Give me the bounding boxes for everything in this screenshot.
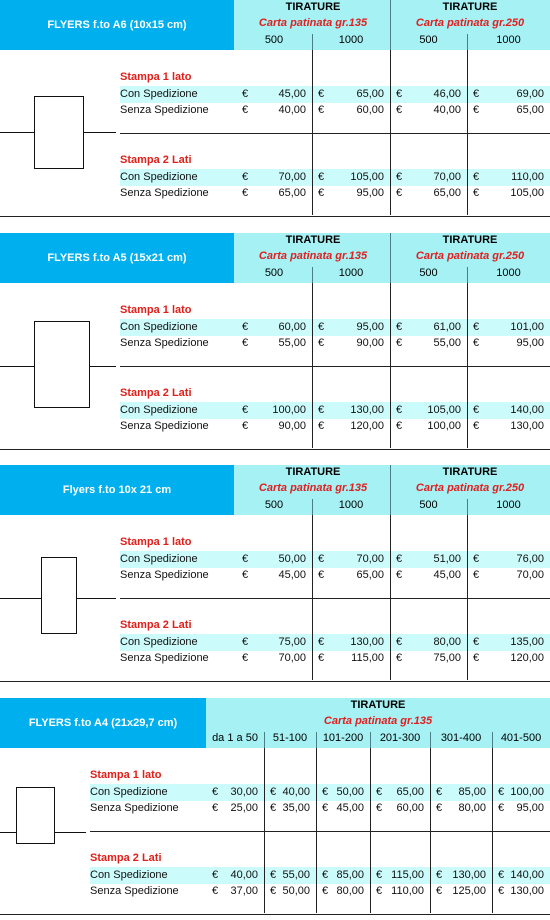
price-value: 60,00: [356, 104, 384, 116]
currency-symbol: €: [318, 652, 325, 664]
price-value: 85,00: [336, 869, 364, 881]
price-value: 95,00: [356, 187, 384, 199]
price-value: 37,00: [230, 885, 258, 897]
quantity-header: 1000: [496, 34, 521, 46]
price-value: 50,00: [336, 786, 364, 798]
price-value: 135,00: [510, 636, 544, 648]
currency-symbol: €: [318, 569, 325, 581]
sheet-leader-line: [55, 832, 86, 833]
currency-symbol: €: [318, 636, 325, 648]
quantity-header: da 1 a 50: [212, 732, 258, 744]
quantity-header: 1000: [338, 499, 364, 511]
price-value: 75,00: [278, 636, 306, 648]
price-value: 115,00: [351, 652, 384, 664]
price-value: 101,00: [510, 321, 544, 333]
price-value: 80,00: [433, 636, 461, 648]
section-header: [0, 0, 550, 50]
price-value: 65,00: [433, 187, 461, 199]
section-header: [0, 465, 550, 515]
price-row-label: Senza Spedizione: [120, 420, 209, 432]
price-value: 110,00: [391, 885, 424, 897]
price-section: [0, 233, 550, 455]
print-mode-title: Stampa 1 lato: [120, 536, 192, 548]
section-title: FLYERS f.to A6 (10x15 cm): [0, 0, 234, 50]
price-value: 40,00: [433, 104, 461, 116]
currency-symbol: €: [318, 337, 325, 349]
currency-symbol: €: [498, 885, 505, 897]
price-value: 69,00: [516, 88, 544, 100]
section-bottom-line: [0, 681, 550, 682]
section-bottom-line: [0, 449, 550, 450]
paper-type-label: Carta patinata gr.135: [323, 715, 433, 727]
currency-symbol: €: [473, 569, 480, 581]
price-value: 40,00: [230, 869, 258, 881]
price-value: 105,00: [350, 171, 384, 183]
column-divider: [316, 732, 317, 748]
sheet-leader-line: [84, 132, 116, 133]
currency-symbol: €: [242, 337, 249, 349]
currency-symbol: €: [473, 420, 480, 432]
currency-symbol: €: [242, 553, 249, 565]
price-section: [0, 0, 550, 222]
currency-symbol: €: [318, 553, 325, 565]
print-mode-title: Stampa 1 lato: [90, 769, 162, 781]
print-mode-title: Stampa 1 lato: [120, 71, 192, 83]
price-value: 95,00: [516, 802, 544, 814]
price-value: 130,00: [350, 636, 384, 648]
currency-symbol: €: [376, 869, 383, 881]
price-value: 95,00: [516, 337, 544, 349]
price-row-label: Con Spedizione: [90, 786, 168, 798]
print-mode-title: Stampa 2 Lati: [120, 154, 192, 166]
paper-type-label: Carta patinata gr.250: [415, 250, 525, 262]
price-value: 46,00: [433, 88, 461, 100]
currency-symbol: €: [396, 404, 403, 416]
currency-symbol: €: [318, 171, 325, 183]
section-bottom-line: [0, 914, 550, 915]
currency-symbol: €: [242, 404, 249, 416]
price-value: 40,00: [282, 786, 310, 798]
quantity-header: 101-200: [322, 732, 364, 744]
currency-symbol: €: [212, 802, 219, 814]
currency-symbol: €: [396, 569, 403, 581]
price-row-label: Senza Spedizione: [120, 104, 209, 116]
price-value: 60,00: [278, 321, 306, 333]
currency-symbol: €: [242, 187, 249, 199]
price-value: 65,00: [356, 569, 384, 581]
price-row-label: Senza Spedizione: [120, 652, 209, 664]
price-row-label: Con Spedizione: [120, 321, 198, 333]
price-value: 65,00: [356, 88, 384, 100]
price-value: 130,00: [510, 885, 544, 897]
price-value: 35,00: [282, 802, 310, 814]
price-value: 140,00: [510, 869, 544, 881]
currency-symbol: €: [498, 802, 505, 814]
quantity-header: 1000: [338, 34, 364, 46]
currency-symbol: €: [242, 104, 249, 116]
currency-symbol: €: [376, 802, 383, 814]
block-separator: [120, 366, 550, 367]
price-value: 50,00: [278, 553, 306, 565]
price-row-label: Senza Spedizione: [90, 885, 179, 897]
block-separator: [90, 831, 550, 832]
price-value: 95,00: [356, 321, 384, 333]
price-value: 55,00: [278, 337, 306, 349]
block-separator: [120, 598, 550, 599]
currency-symbol: €: [318, 88, 325, 100]
price-section: [0, 698, 550, 920]
paper-type-label: Carta patinata gr.135: [258, 17, 368, 29]
currency-symbol: €: [498, 786, 505, 798]
price-row-label: Con Spedizione: [120, 636, 198, 648]
currency-symbol: €: [242, 420, 249, 432]
currency-symbol: €: [270, 802, 277, 814]
currency-symbol: €: [318, 104, 325, 116]
column-divider: [370, 732, 371, 748]
price-value: 45,00: [336, 802, 364, 814]
currency-symbol: €: [473, 636, 480, 648]
column-divider: [492, 732, 493, 748]
price-value: 120,00: [510, 652, 544, 664]
price-value: 25,00: [230, 802, 258, 814]
currency-symbol: €: [396, 652, 403, 664]
currency-symbol: €: [436, 802, 443, 814]
sheet-leader-line: [77, 598, 116, 599]
section-header: [0, 233, 550, 283]
currency-symbol: €: [436, 885, 443, 897]
currency-symbol: €: [473, 337, 480, 349]
currency-symbol: €: [212, 885, 219, 897]
currency-symbol: €: [396, 171, 403, 183]
quantity-header: 1000: [338, 267, 364, 279]
price-value: 70,00: [278, 171, 306, 183]
price-value: 100,00: [427, 420, 461, 432]
price-row-label: Senza Spedizione: [120, 337, 209, 349]
price-value: 120,00: [350, 420, 384, 432]
column-divider: [264, 732, 265, 748]
currency-symbol: €: [376, 786, 383, 798]
price-value: 130,00: [350, 404, 384, 416]
flyer-sheet-icon: [16, 787, 55, 844]
section-title: FLYERS f.to A5 (15x21 cm): [0, 233, 234, 283]
quantity-header: 201-300: [379, 732, 421, 744]
price-value: 76,00: [516, 553, 544, 565]
price-value: 55,00: [282, 869, 310, 881]
quantity-header: 500: [264, 267, 284, 279]
price-value: 105,00: [510, 187, 544, 199]
paper-type-label: Carta patinata gr.135: [258, 250, 368, 262]
currency-symbol: €: [212, 869, 219, 881]
price-value: 100,00: [510, 786, 544, 798]
quantity-header: 500: [264, 34, 284, 46]
column-divider: [312, 267, 313, 283]
currency-symbol: €: [376, 885, 383, 897]
print-mode-title: Stampa 2 Lati: [90, 852, 162, 864]
price-value: 90,00: [278, 420, 306, 432]
tirature-label: TIRATURE: [350, 699, 406, 711]
column-divider: [467, 34, 468, 50]
price-value: 61,00: [433, 321, 461, 333]
price-row-label: Con Spedizione: [120, 553, 198, 565]
price-value: 100,00: [272, 404, 306, 416]
sheet-leader-line: [90, 366, 116, 367]
section-bottom-line: [0, 216, 550, 217]
currency-symbol: €: [473, 171, 480, 183]
price-row-label: Con Spedizione: [120, 88, 198, 100]
currency-symbol: €: [396, 187, 403, 199]
price-value: 65,00: [396, 786, 424, 798]
currency-symbol: €: [396, 104, 403, 116]
currency-symbol: €: [473, 553, 480, 565]
currency-symbol: €: [318, 420, 325, 432]
price-value: 90,00: [356, 337, 384, 349]
sheet-leader-line: [0, 598, 41, 599]
currency-symbol: €: [396, 553, 403, 565]
currency-symbol: €: [242, 88, 249, 100]
price-value: 85,00: [458, 786, 486, 798]
sheet-leader-line: [0, 366, 34, 367]
currency-symbol: €: [318, 187, 325, 199]
block-separator: [120, 133, 550, 134]
print-mode-title: Stampa 2 Lati: [120, 387, 192, 399]
currency-symbol: €: [396, 337, 403, 349]
price-value: 50,00: [282, 885, 310, 897]
tirature-label: TIRATURE: [442, 1, 498, 13]
price-row-label: Senza Spedizione: [120, 569, 209, 581]
currency-symbol: €: [473, 187, 480, 199]
currency-symbol: €: [322, 802, 329, 814]
currency-symbol: €: [436, 869, 443, 881]
column-divider: [312, 499, 313, 515]
currency-symbol: €: [322, 786, 329, 798]
paper-type-label: Carta patinata gr.250: [415, 482, 525, 494]
price-value: 70,00: [433, 171, 461, 183]
price-value: 80,00: [336, 885, 364, 897]
currency-symbol: €: [212, 786, 219, 798]
currency-symbol: €: [270, 786, 277, 798]
price-value: 65,00: [516, 104, 544, 116]
currency-symbol: €: [396, 321, 403, 333]
currency-symbol: €: [473, 321, 480, 333]
flyer-sheet-icon: [34, 321, 90, 408]
currency-symbol: €: [396, 88, 403, 100]
price-value: 125,00: [452, 885, 486, 897]
price-value: 115,00: [391, 869, 424, 881]
currency-symbol: €: [322, 885, 329, 897]
price-value: 45,00: [278, 569, 306, 581]
price-row-label: Senza Spedizione: [90, 802, 179, 814]
section-title: FLYERS f.to A4 (21x29,7 cm): [0, 698, 206, 748]
currency-symbol: €: [473, 404, 480, 416]
tirature-label: TIRATURE: [285, 466, 341, 478]
flyer-sheet-icon: [41, 557, 77, 634]
print-mode-title: Stampa 1 lato: [120, 304, 192, 316]
price-value: 60,00: [396, 802, 424, 814]
price-value: 70,00: [278, 652, 306, 664]
currency-symbol: €: [396, 420, 403, 432]
section-header: [0, 698, 550, 748]
currency-symbol: €: [322, 869, 329, 881]
quantity-header: 500: [419, 34, 438, 46]
price-value: 51,00: [433, 553, 461, 565]
column-divider: [312, 34, 313, 50]
currency-symbol: €: [396, 636, 403, 648]
tirature-label: TIRATURE: [442, 234, 498, 246]
quantity-header: 301-400: [440, 732, 482, 744]
currency-symbol: €: [318, 404, 325, 416]
currency-symbol: €: [270, 869, 277, 881]
currency-symbol: €: [242, 569, 249, 581]
price-value: 45,00: [433, 569, 461, 581]
paper-type-label: Carta patinata gr.250: [415, 17, 525, 29]
sheet-leader-line: [0, 832, 16, 833]
price-value: 30,00: [230, 786, 258, 798]
tirature-label: TIRATURE: [442, 466, 498, 478]
price-value: 40,00: [278, 104, 306, 116]
price-value: 140,00: [510, 404, 544, 416]
price-value: 70,00: [356, 553, 384, 565]
price-row-label: Con Spedizione: [90, 869, 168, 881]
price-value: 80,00: [458, 802, 486, 814]
currency-symbol: €: [242, 321, 249, 333]
currency-symbol: €: [473, 104, 480, 116]
price-value: 55,00: [433, 337, 461, 349]
sheet-leader-line: [0, 132, 34, 133]
currency-symbol: €: [473, 652, 480, 664]
quantity-header: 500: [419, 499, 438, 511]
quantity-header: 1000: [496, 267, 521, 279]
quantity-header: 51-100: [272, 732, 308, 744]
quantity-header: 1000: [496, 499, 521, 511]
price-section: [0, 465, 550, 687]
currency-symbol: €: [242, 636, 249, 648]
price-value: 65,00: [278, 187, 306, 199]
price-value: 130,00: [452, 869, 486, 881]
currency-symbol: €: [473, 88, 480, 100]
column-divider: [467, 499, 468, 515]
price-row-label: Con Spedizione: [120, 171, 198, 183]
price-value: 105,00: [427, 404, 461, 416]
quantity-header: 500: [264, 499, 284, 511]
price-row-label: Senza Spedizione: [120, 187, 209, 199]
price-value: 45,00: [278, 88, 306, 100]
currency-symbol: €: [498, 869, 505, 881]
currency-symbol: €: [242, 652, 249, 664]
price-value: 75,00: [433, 652, 461, 664]
paper-type-label: Carta patinata gr.135: [258, 482, 368, 494]
price-value: 70,00: [516, 569, 544, 581]
price-value: 130,00: [510, 420, 544, 432]
column-divider: [467, 267, 468, 283]
tirature-label: TIRATURE: [285, 1, 341, 13]
currency-symbol: €: [242, 171, 249, 183]
quantity-header: 401-500: [500, 732, 542, 744]
currency-symbol: €: [436, 786, 443, 798]
flyer-sheet-icon: [34, 96, 84, 169]
quantity-header: 500: [419, 267, 438, 279]
price-row-label: Con Spedizione: [120, 404, 198, 416]
price-value: 110,00: [511, 171, 544, 183]
currency-symbol: €: [270, 885, 277, 897]
section-title: Flyers f.to 10x 21 cm: [0, 465, 234, 515]
tirature-label: TIRATURE: [285, 234, 341, 246]
currency-symbol: €: [318, 321, 325, 333]
print-mode-title: Stampa 2 Lati: [120, 619, 192, 631]
column-divider: [430, 732, 431, 748]
